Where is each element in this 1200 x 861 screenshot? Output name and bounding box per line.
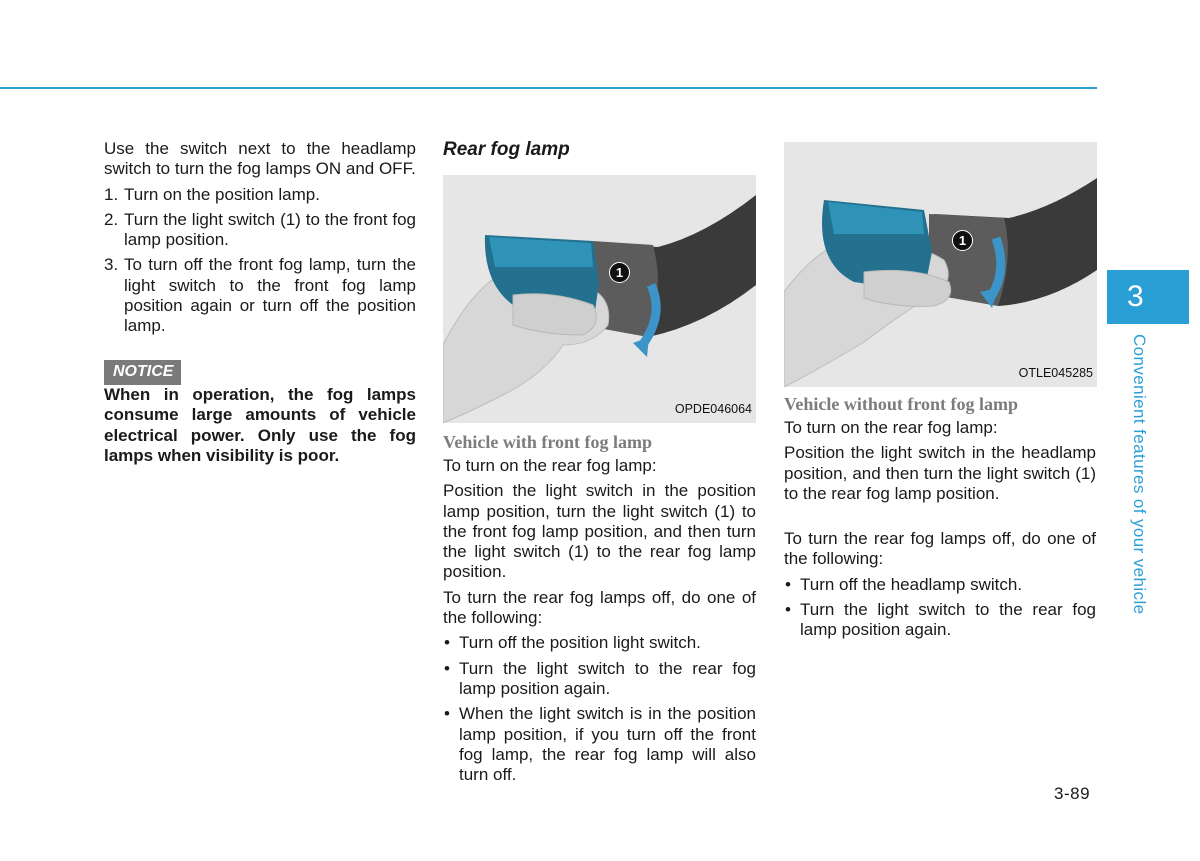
- chapter-tab: [1107, 270, 1189, 324]
- chapter-title: Convenient features of your vehicle: [1130, 334, 1149, 615]
- page-number: 3-89: [1054, 784, 1091, 803]
- notice-text: When in operation, the fog lamps consume large amounts of vehicle electrical power. Only use the fog lamps when visibility is poor.: [104, 384, 416, 465]
- chapter-number: 3: [1127, 280, 1144, 313]
- intro-paragraph: Use the switch next to the headlamp switch to turn the fog lamps ON and OFF.: [104, 139, 416, 179]
- list-item: • Turn the light switch to the rear fog lamp position again.: [784, 600, 1096, 641]
- list-item: • Turn off the headlamp switch.: [784, 575, 1096, 595]
- steps-list: [104, 185, 416, 337]
- middle-column: [443, 139, 756, 785]
- list-item: 2. Turn the light switch (1) to the front fog lamp position.: [104, 209, 416, 250]
- bullet-list: [443, 633, 756, 785]
- light-switch-illustration: [443, 175, 756, 423]
- switch-figure-no-front-fog: [784, 142, 1097, 387]
- subheading: Vehicle without front fog lamp: [784, 394, 1018, 414]
- header-rule: [0, 87, 1097, 89]
- bullet-list: [784, 575, 1096, 641]
- paragraph: Position the light switch in the position lamp position, turn the light switch (1) to the front fog lamp position, and then turn the light switch (1) to the rear fog lamp position.: [443, 481, 756, 582]
- notice-badge: NOTICE: [104, 360, 181, 385]
- left-column: [104, 139, 416, 466]
- list-item: • Turn off the position light switch.: [443, 633, 756, 653]
- chapter-title-vertical: [1127, 334, 1151, 619]
- right-column: [784, 142, 1096, 641]
- list-item: • When the light switch is in the position lamp position, if you turn off the front fog lamp, the rear fog lamp will also turn off.: [443, 704, 756, 785]
- list-item: 3. To turn off the front fog lamp, turn the light switch to the front fog lamp position again or turn off the position lamp.: [104, 255, 416, 336]
- subheading: Vehicle with front fog lamp: [443, 432, 652, 452]
- switch-figure-front-fog: [443, 175, 756, 423]
- paragraph: Position the light switch in the headlamp position, and then turn the light switch (1) to the rear fog lamp position.: [784, 443, 1096, 503]
- paragraph: To turn on the rear fog lamp:: [784, 418, 998, 437]
- callout-badge: 1: [952, 230, 973, 251]
- paragraph: To turn the rear fog lamps off, do one of the following:: [443, 587, 756, 628]
- figure-code: OTLE045285: [1018, 365, 1093, 380]
- list-item: 1. Turn on the position lamp.: [104, 184, 320, 204]
- list-item: • Turn the light switch to the rear fog lamp position again.: [443, 659, 756, 700]
- section-title: Rear fog lamp: [443, 139, 570, 160]
- callout-badge: 1: [609, 262, 630, 283]
- figure-code: OPDE046064: [674, 401, 752, 416]
- paragraph: To turn the rear fog lamps off, do one of the following:: [784, 529, 1096, 569]
- paragraph: To turn on the rear fog lamp:: [443, 456, 657, 475]
- light-switch-illustration: [784, 142, 1097, 387]
